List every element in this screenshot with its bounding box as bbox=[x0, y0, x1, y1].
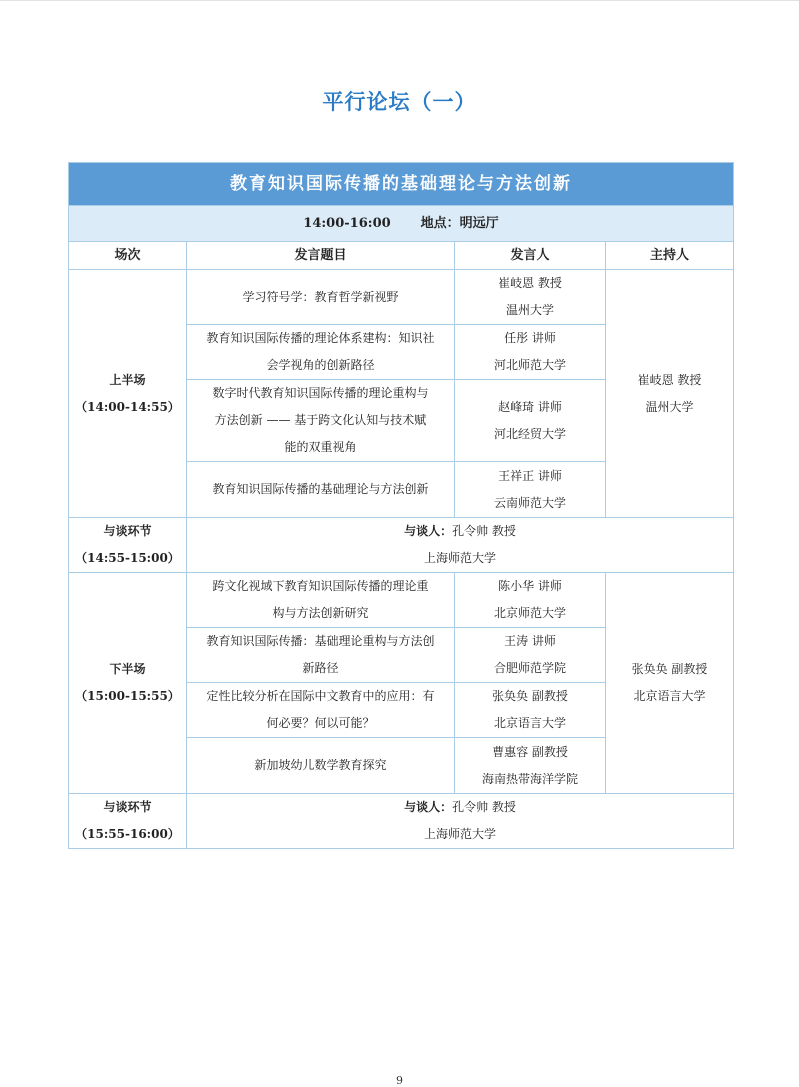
talk-topic-line: 学习符号学：教育哲学新视野 bbox=[242, 289, 399, 304]
forum-time-location bbox=[69, 206, 734, 242]
speaker-name: 王祥正 讲师 bbox=[498, 468, 562, 483]
speaker-name: 崔岐恩 教授 bbox=[498, 276, 562, 290]
host-org: 北京语言大学 bbox=[633, 689, 706, 703]
talk-topic-line: 新路径 bbox=[302, 661, 339, 675]
talk-topic bbox=[187, 628, 455, 683]
talk-topic bbox=[187, 573, 455, 628]
talk-topic-line: 会学视角的创新路径 bbox=[266, 358, 375, 372]
speaker-org: 温州大学 bbox=[505, 303, 554, 317]
speaker-name: 任彤 讲师 bbox=[504, 331, 556, 345]
session-time: （15:55-16:00） bbox=[75, 827, 180, 841]
speaker-name: 张奂奂 副教授 bbox=[492, 689, 568, 703]
speaker-name: 曹惠容 副教授 bbox=[492, 744, 568, 759]
discussant-label: 与谈人： bbox=[404, 800, 453, 814]
discussant-1 bbox=[187, 518, 734, 573]
speaker-org: 海南热带海洋学院 bbox=[481, 771, 578, 786]
talk-topic-line: 数字时代教育知识国际传播的理论重构与 bbox=[212, 386, 429, 400]
talk-topic bbox=[187, 683, 455, 738]
speaker-name: 赵峰琦 讲师 bbox=[498, 399, 562, 414]
talk-topic bbox=[187, 462, 455, 518]
header-speaker: 发言人 bbox=[455, 242, 606, 270]
session-name: 与谈环节 bbox=[103, 524, 152, 538]
talk-topic-line: 教育知识国际传播的理论体系建构：知识社 bbox=[206, 331, 435, 345]
talk-speaker bbox=[455, 380, 606, 462]
talk-topic bbox=[187, 380, 455, 462]
header-session: 场次 bbox=[69, 242, 187, 270]
top-rule bbox=[0, 0, 799, 1]
talk-topic bbox=[187, 270, 455, 325]
session-second-half bbox=[69, 573, 187, 794]
page-number: 9 bbox=[396, 1074, 403, 1087]
talk-topic bbox=[187, 738, 455, 794]
speaker-org: 合肥师范学院 bbox=[493, 661, 566, 675]
discussant-label: 与谈人： bbox=[404, 524, 453, 538]
speaker-org: 河北经贸大学 bbox=[493, 426, 566, 441]
forum-schedule-table bbox=[68, 162, 734, 849]
talk-topic-line: 构与方法创新研究 bbox=[272, 606, 369, 620]
discussant-org: 上海师范大学 bbox=[423, 827, 496, 841]
talk-topic-line: 教育知识国际传播：基础理论重构与方法创 bbox=[206, 634, 435, 648]
speaker-org: 河北师范大学 bbox=[493, 358, 566, 372]
host-second-half bbox=[606, 573, 734, 794]
talk-topic-line: 方法创新 —— 基于跨文化认知与技术赋 bbox=[214, 413, 427, 427]
talk-topic-line: 跨文化视域下教育知识国际传播的理论重 bbox=[212, 579, 429, 593]
session-time: （14:55-15:00） bbox=[75, 551, 180, 565]
discussant-line bbox=[187, 518, 733, 545]
forum-title: 教育知识国际传播的基础理论与方法创新 bbox=[69, 163, 734, 206]
session-first-half bbox=[69, 270, 187, 518]
session-discussion-2 bbox=[69, 794, 187, 849]
session-name: 与谈环节 bbox=[103, 800, 152, 814]
header-topic: 发言题目 bbox=[187, 242, 455, 270]
talk-speaker bbox=[455, 270, 606, 325]
speaker-name: 陈小华 讲师 bbox=[498, 579, 562, 593]
speaker-name: 王涛 讲师 bbox=[504, 634, 556, 648]
talk-topic-line: 新加坡幼儿数学教育探究 bbox=[254, 758, 387, 772]
talk-speaker bbox=[455, 738, 606, 794]
talk-speaker bbox=[455, 325, 606, 380]
discussant-name: 孔令帅 教授 bbox=[452, 800, 516, 814]
header-host: 主持人 bbox=[606, 242, 734, 270]
talk-topic bbox=[187, 325, 455, 380]
host-name: 崔岐恩 教授 bbox=[637, 372, 702, 387]
talk-topic-line: 能的双重视角 bbox=[284, 440, 357, 454]
forum-time: 14:00-16:00 bbox=[303, 216, 391, 231]
host-name: 张奂奂 副教授 bbox=[631, 662, 708, 676]
discussant-2 bbox=[187, 794, 734, 849]
forum-location-label: 地点： bbox=[420, 216, 460, 231]
host-org: 温州大学 bbox=[645, 399, 694, 414]
session-discussion-1 bbox=[69, 518, 187, 573]
session-time: （14:00-14:55） bbox=[75, 399, 180, 414]
talk-topic-line: 教育知识国际传播的基础理论与方法创新 bbox=[212, 482, 429, 496]
talk-topic-line: 何必要？何以可能？ bbox=[266, 716, 375, 730]
speaker-org: 北京师范大学 bbox=[493, 606, 566, 620]
discussant-org: 上海师范大学 bbox=[423, 551, 496, 565]
host-first-half bbox=[606, 270, 734, 518]
discussant-line bbox=[187, 794, 733, 821]
forum-location: 明远厅 bbox=[459, 216, 499, 231]
talk-speaker bbox=[455, 683, 606, 738]
session-name: 上半场 bbox=[109, 372, 146, 387]
session-name: 下半场 bbox=[109, 662, 146, 676]
talk-topic-line: 定性比较分析在国际中文教育中的应用：有 bbox=[206, 689, 435, 703]
talk-speaker bbox=[455, 573, 606, 628]
discussant-name: 孔令帅 教授 bbox=[452, 524, 516, 538]
talk-speaker bbox=[455, 462, 606, 518]
speaker-org: 北京语言大学 bbox=[493, 716, 566, 730]
talk-speaker bbox=[455, 628, 606, 683]
session-time: （15:00-15:55） bbox=[75, 689, 180, 703]
page-title: 平行论坛（一） bbox=[322, 90, 477, 114]
speaker-org: 云南师范大学 bbox=[493, 495, 566, 510]
